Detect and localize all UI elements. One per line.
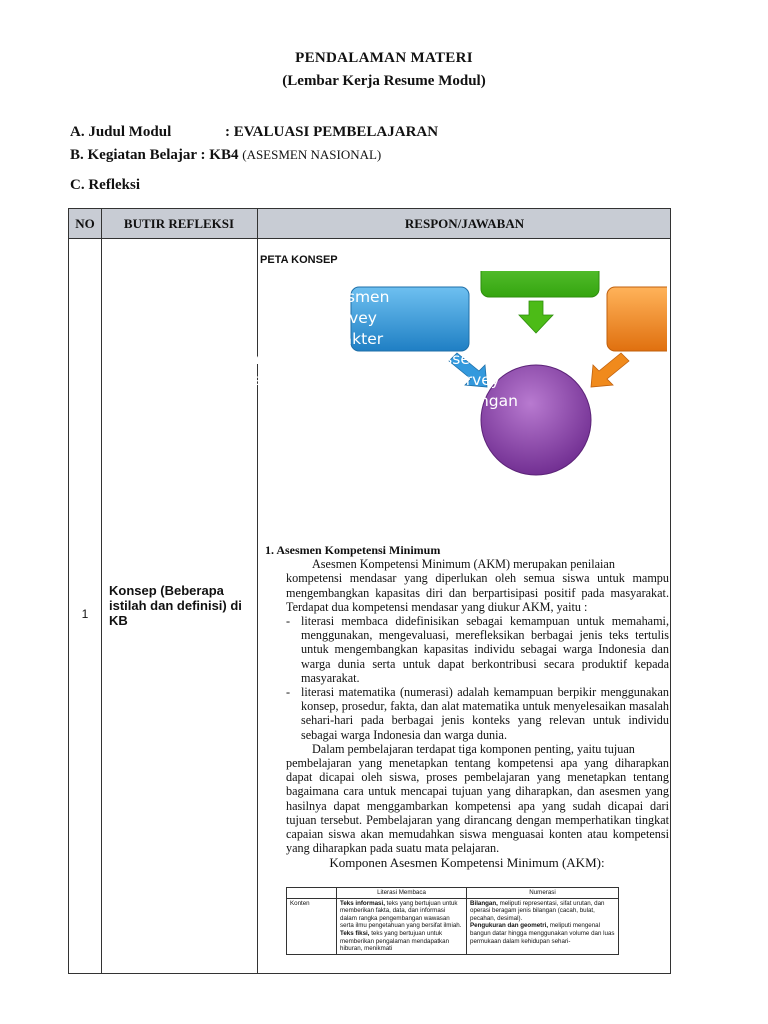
header-respon: RESPON/JAWABAN [404,216,525,231]
akm-components-table [286,887,619,955]
row-label-konten: Konten [287,898,337,954]
module-title-row [70,124,438,141]
components-title: Komponen Asesmen Kompetensi Minimum (AKM): [329,855,605,871]
document-title: PENDALAMAN MATERI [295,50,473,66]
table-header-numerasi: Numerasi [467,888,619,899]
learning-activity-row [70,147,381,164]
section-heading: 1. Asesmen Kompetensi Minimum [265,543,441,557]
reflection-table [68,208,671,974]
table-row [287,888,619,899]
document-subtitle: (Lembar Kerja Resume Modul) [282,73,486,89]
module-title-value: : EVALUASI PEMBELAJARAN [225,124,439,140]
node-asl-label: Assesmen Survey Lingkungan [428,350,518,410]
peta-konsep-label: PETA KONSEP [260,254,338,266]
learning-activity-sub: (ASESMEN NASIONAL) [242,147,382,162]
list-item: - literasi membaca didefinisikan sebagai kemampuan untuk memahami, menggunakan, mengevaluasi, merefleksikan berbagai jenis teks tertulis untuk mengembangkan kapasitas individu sebagai warga Indonesia dan warga dunia serta untuk dapat berkontribusi secara produktif kepada masyarakat. [286,614,669,685]
table-header-literasi: Literasi Membaca [337,888,467,899]
paragraph-components-body: pembelajaran yang menetapkan tentang kompetensi apa yang diharapkan dapat dicapai oleh siswa, proses pembelajaran yang menetapkan tentang bagaimana cara untuk mencapai tujuan yang diharapkan, dan asesmen yang hasilnya dapat menggambarkan kompetensi apa yang sudah dicapai dari tujuan tersebut. Pembelajaran yang dirancang dengan memperhatikan tingkat capaian siswa akan memudahkan siswa menguasai konten atau kompetensi yang diharapkan pada suatu mata pelajaran. [286,756,669,856]
butir-refleksi-text: Konsep (Beberapa istilah dan definisi) di KB [109,583,242,628]
node-an-label: Assesmen Nasional [306,464,386,503]
list-item: - literasi matematika (numerasi) adalah kemampuan berpikir menggunakan konsep, prosedur, fakta, dan alat matematika untuk menyelesaikan masalah sehari-hari pada berbagai jenis konteks yang relevan untuk individu sebagai warga Indonesia dan warga dunia. [286,685,669,742]
node-akm-label: Assesmen Kompetensi Minimum [174,350,266,410]
learning-activity-label: B. Kegiatan Belajar : [70,147,206,163]
paragraph-akm-body: kompetensi mendasar yang diperlukan oleh semua siswa untuk mampu mengembangkan kapasitas diri dan berpartisipasi positif pada masyarakat. Terdapat dua kompetensi mendasar yang diukur AKM, yaitu : [286,571,669,614]
row-number: 1 [81,607,89,621]
document-header [0,50,768,90]
paragraph-components-intro: Dalam pembelajaran terdapat tiga komponen penting, yaitu tujuan [312,741,635,756]
table-cell: Bilangan, meliputi representasi, sifat urutan, dan operasi beragam jenis bilangan (cacah, bulat, pecahan, desimal). Pengukuran dan geometri, meliputi mengenal bangun datar hingga menggunakan volume dan luas permukaan dalam kehidupan sehari- [467,898,619,954]
column-divider [101,209,102,973]
diagram-labels [174,271,667,533]
table-cell: Teks informasi, teks yang bertujuan untuk memberikan fakta, data, dan informasi dalam rangka pengembangan wawasan serta ilmu pengetahuan yang bersifat ilmiah. Teks fiksi, teks yang bertujuan untuk memberikan pengalaman mendapatkan hiburan, menikmati [337,898,467,954]
node-ask-label: Assesmen Survey Karakter [310,288,390,348]
table-cell [287,888,337,899]
header-no: NO [75,216,95,231]
reflection-label: C. Refleksi [70,177,140,193]
column-divider [257,209,258,973]
paragraph-akm-intro: Asesmen Kompetensi Minimum (AKM) merupakan penilaian [312,557,615,572]
table-row [287,898,619,954]
table-header-row [69,209,670,239]
response-content [265,543,669,871]
module-title-label: A. Judul Modul [70,124,172,140]
learning-activity-value: KB4 [209,147,239,163]
header-butir: BUTIR REFLEKSI [123,216,235,231]
